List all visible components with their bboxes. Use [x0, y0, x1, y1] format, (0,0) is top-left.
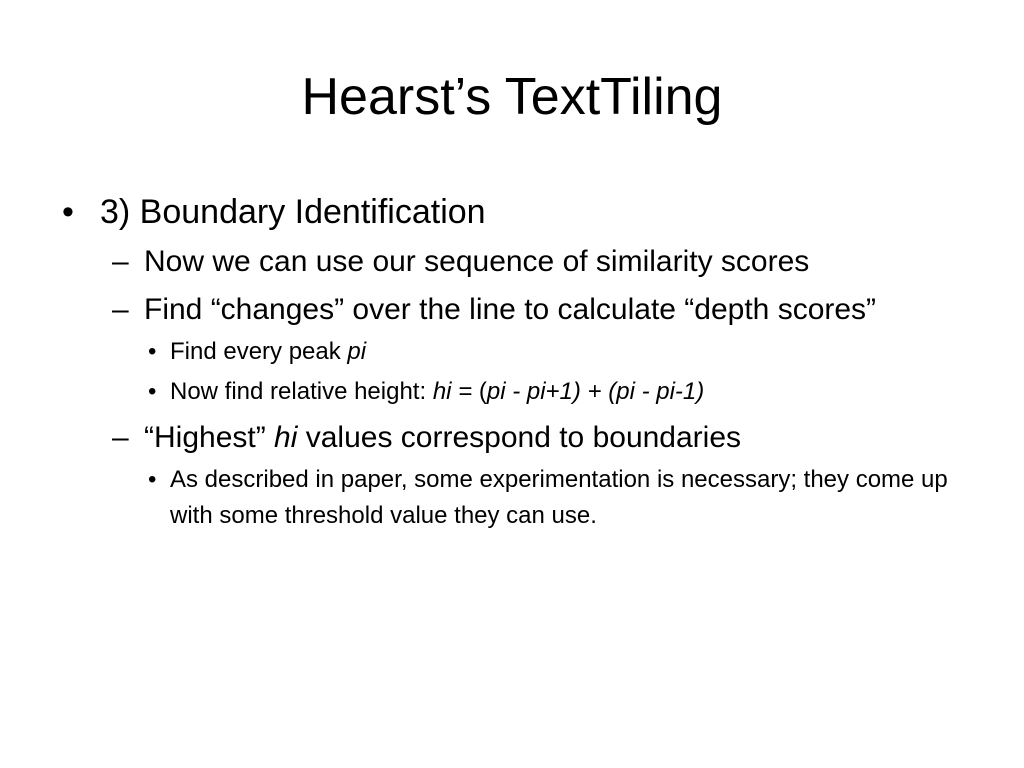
subsubbullet-find-peak	[144, 334, 976, 370]
bullet-text: Find every peak	[170, 338, 348, 365]
bullet-text: Now we can use our sequence of similarity scores	[144, 245, 810, 278]
subbullet-highest-hi	[100, 418, 976, 458]
subsubbullet-relative-height	[144, 374, 976, 410]
bullet-dash-icon: –	[112, 245, 129, 278]
subbullet-similarity-scores	[100, 242, 976, 282]
slide-title: Hearst’s TextTiling	[301, 68, 723, 126]
bullet-text-suffix: values correspond to boundaries	[297, 421, 742, 454]
bullet-text: Find “changes” over the line to calculate “depth scores”	[144, 293, 877, 326]
bullet-text: As described in paper, some experimentation is necessary; they come up with some threshold value they can use.	[170, 466, 948, 529]
bullet-boundary-identification	[56, 190, 976, 234]
bullet-text: Now find relative height:	[170, 378, 433, 405]
formula-expression: pi - pi+1) + (pi - pi-1)	[486, 378, 705, 405]
bullet-text: “Highest”	[144, 421, 275, 454]
bullet-dot-icon: •	[148, 338, 157, 365]
subsubbullet-experimentation	[144, 462, 976, 534]
formula-paren: (	[478, 378, 487, 405]
bullet-dash-icon: –	[112, 421, 129, 454]
subbullet-depth-scores	[100, 290, 976, 330]
formula-hi: hi	[274, 421, 298, 454]
bullet-dot-icon: •	[148, 466, 157, 493]
bullet-dash-icon: –	[112, 293, 129, 326]
bullet-dot-icon: •	[62, 193, 74, 231]
slide-body	[56, 190, 976, 534]
bullet-dot-icon: •	[148, 378, 157, 405]
bullet-text: 3) Boundary Identification	[100, 193, 486, 231]
formula-pi: pi	[347, 338, 367, 365]
formula-hi-equals: hi =	[432, 378, 479, 405]
